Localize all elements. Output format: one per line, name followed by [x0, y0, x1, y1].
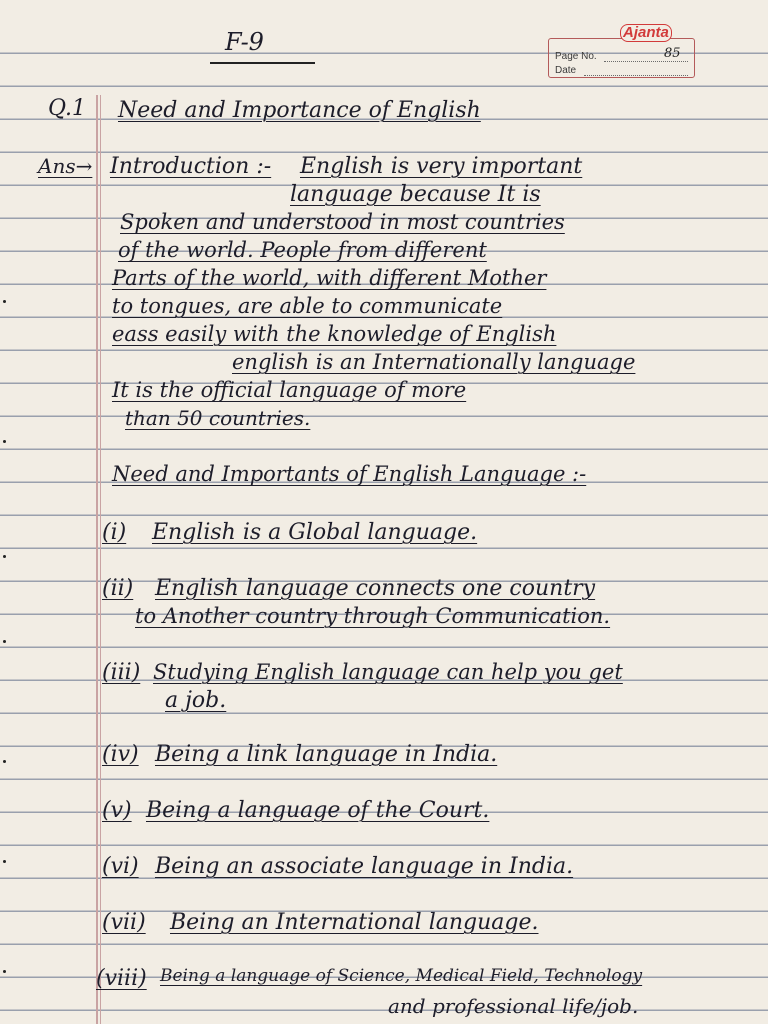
point-label: (v): [102, 798, 132, 823]
binding-dot: [3, 860, 6, 863]
brand-logo: Ajanta: [620, 24, 672, 42]
point-label: (vi): [102, 854, 139, 879]
page-no-label: Page No.: [555, 51, 597, 62]
point-text: Being a language of Science, Medical Field, Technology: [160, 966, 643, 986]
margin-line-inner: [100, 95, 101, 1024]
page-no-line: [604, 61, 688, 62]
point-text: a job.: [165, 688, 227, 713]
point-text: Being a link language in India.: [155, 742, 498, 767]
question-number: Q.1: [48, 96, 86, 121]
answer-line: than 50 countries.: [125, 406, 311, 430]
margin-line: [96, 95, 98, 1024]
point-text: Being an associate language in India.: [155, 854, 574, 879]
answer-line: English is very important: [300, 154, 583, 179]
heading-underline: [210, 62, 315, 64]
answer-line: It is the official language of more: [112, 378, 467, 402]
answer-line: english is an Internationally language: [232, 350, 636, 374]
answer-line: Parts of the world, with different Mother: [112, 266, 547, 290]
binding-dot: [3, 300, 6, 303]
answer-line: of the world. People from different: [118, 238, 487, 262]
point-text: Being an International language.: [170, 910, 539, 935]
point-text: Studying English language can help you get: [153, 660, 623, 684]
binding-dot: [3, 440, 6, 443]
date-line: [584, 75, 688, 76]
point-label: (i): [102, 520, 127, 545]
page-heading: F-9: [225, 28, 264, 56]
binding-dot: [3, 970, 6, 973]
point-label: (viii): [96, 966, 147, 991]
point-label: (vii): [102, 910, 146, 935]
answer-line: Spoken and understood in most countries: [120, 210, 565, 234]
answer-line: language because It is: [290, 182, 541, 207]
intro-heading: Introduction :-: [110, 154, 272, 179]
answer-line: eass easily with the knowledge of English: [112, 322, 557, 346]
point-label: (iv): [102, 742, 139, 767]
binding-dot: [3, 555, 6, 558]
point-text: English language connects one country: [155, 576, 596, 601]
answer-line: to tongues, are able to communicate: [112, 294, 503, 318]
binding-dot: [3, 760, 6, 763]
page-number: 85: [664, 46, 681, 61]
page-number-box: [548, 38, 695, 78]
date-label: Date: [555, 65, 577, 76]
point-text: to Another country through Communication.: [135, 604, 611, 628]
answer-prefix: Ans→: [38, 154, 93, 178]
point-label: (iii): [102, 660, 141, 685]
point-text: English is a Global language.: [152, 520, 478, 545]
binding-dot: [3, 640, 6, 643]
point-label: (ii): [102, 576, 134, 601]
point-text: and professional life/job.: [388, 994, 639, 1018]
section-heading: Need and Importants of English Language :-: [112, 462, 587, 486]
point-text: Being a language of the Court.: [146, 798, 490, 823]
question-text: Need and Importance of English: [118, 98, 481, 123]
